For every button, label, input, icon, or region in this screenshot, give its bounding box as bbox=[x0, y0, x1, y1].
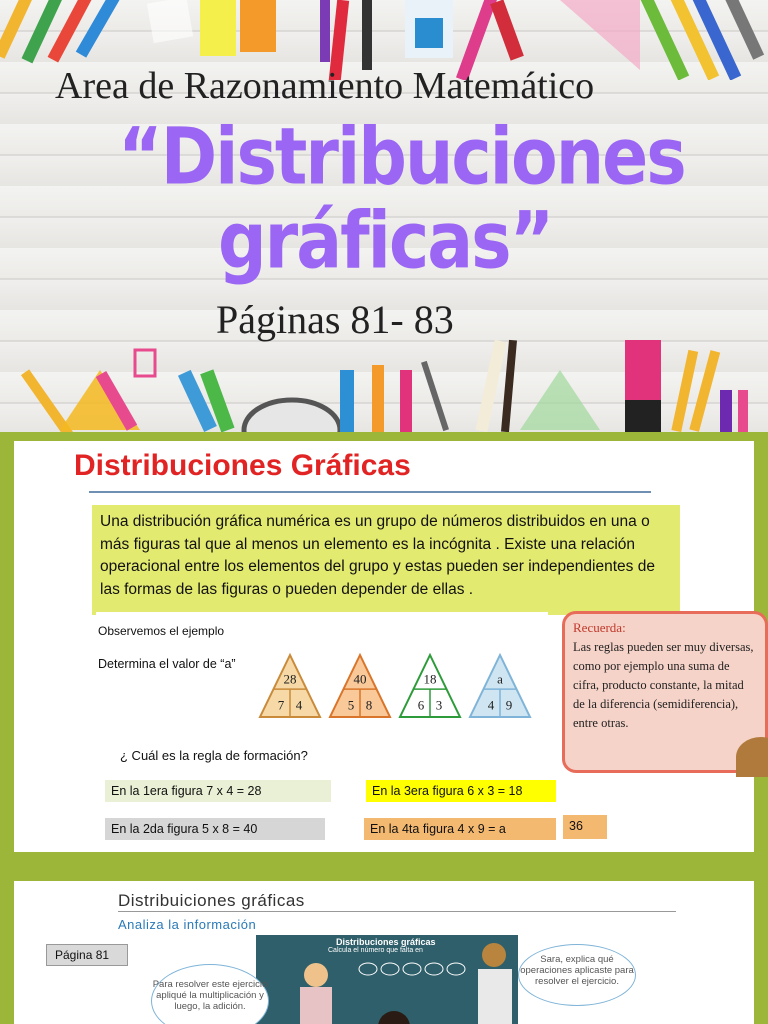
triangle-right-value: 4 bbox=[295, 697, 303, 713]
determine-label: Determina el valor de “a” bbox=[98, 657, 236, 671]
triangle-top-value: 18 bbox=[423, 671, 437, 687]
main-title-line-1: “Distribuciones bbox=[118, 112, 685, 203]
triangle-left-value: 4 bbox=[487, 697, 495, 713]
triangle-figure-3 bbox=[400, 655, 460, 717]
triangle-top-value: 28 bbox=[283, 671, 297, 687]
rule-question: ¿ Cuál es la regla de formación? bbox=[120, 748, 308, 763]
slide-subtitle: Analiza la información bbox=[118, 917, 257, 932]
teacher-speech-bubble: Sara, explica qué operaciones aplicaste para resolver el ejercicio. bbox=[518, 944, 636, 1006]
triangle-right-value: 3 bbox=[435, 697, 443, 713]
triangle-top-value: a bbox=[497, 671, 503, 687]
triangle-figure-1 bbox=[260, 655, 320, 717]
page-badge: Página 81 bbox=[46, 944, 128, 966]
school-supplies-bottom-decoration bbox=[0, 330, 768, 432]
triangle-figure-2 bbox=[330, 655, 390, 717]
definition-box: Una distribución gráfica numérica es un grupo de números distribuidos en una o más figuras tal que al menos un elemento es la incógnita . Existe una relación operacional entre los elementos del grupo y estas pueden ser independientes de las formas de las figuras o pueden depender de ellas . bbox=[92, 505, 680, 615]
observe-label: Observemos el ejemplo bbox=[98, 624, 225, 638]
triangle-left-value: 5 bbox=[347, 697, 355, 713]
classroom-illustration bbox=[256, 935, 518, 1024]
pages-label: Páginas 81- 83 bbox=[216, 297, 454, 342]
triangle-top-value: 40 bbox=[353, 671, 367, 687]
title-underline bbox=[89, 491, 651, 493]
slide-card bbox=[14, 441, 754, 852]
answer-box: 36 bbox=[563, 815, 607, 839]
figure-3-rule: En la 3era figura 6 x 3 = 18 bbox=[366, 780, 556, 802]
slide-title: Distribuiciones gráficas bbox=[118, 891, 305, 910]
classroom-board-title: Distribuciones gráficas bbox=[336, 937, 436, 947]
title-underline bbox=[118, 911, 676, 912]
student-speech-bubble: Para resolver este ejercicio apliqué la multiplicación y luego, la adición. bbox=[151, 964, 269, 1024]
analiza-slide bbox=[0, 864, 768, 1024]
figure-1-rule: En la 1era figura 7 x 4 = 28 bbox=[105, 780, 331, 802]
title-slide bbox=[0, 0, 768, 432]
slide-title: Distribuciones Gráficas bbox=[74, 449, 411, 482]
classroom-board-subtitle: Calcula el número que falta en bbox=[328, 947, 423, 954]
recuerda-title: Recuerda: bbox=[573, 620, 626, 635]
triangle-right-value: 8 bbox=[365, 697, 373, 713]
triangle-right-value: 9 bbox=[505, 697, 513, 713]
figure-4-rule: En la 4ta figura 4 x 9 = a bbox=[364, 818, 556, 840]
subject-heading: Area de Razonamiento Matemático bbox=[55, 65, 595, 107]
triangle-left-value: 6 bbox=[417, 697, 425, 713]
triangle-figure-4 bbox=[470, 655, 530, 717]
triangle-figures bbox=[254, 649, 534, 723]
figure-2-rule: En la 2da figura 5 x 8 = 40 bbox=[105, 818, 325, 840]
triangle-left-value: 7 bbox=[277, 697, 285, 713]
distribuciones-graficas-slide bbox=[0, 432, 768, 864]
main-title-line-2: gráficas” bbox=[218, 196, 553, 287]
recuerda-text: Las reglas pueden ser muy diversas, como por ejemplo una suma de cifra, producto constante, la mitad de la diferencia (semidiferencia), entre otras. bbox=[573, 640, 754, 730]
